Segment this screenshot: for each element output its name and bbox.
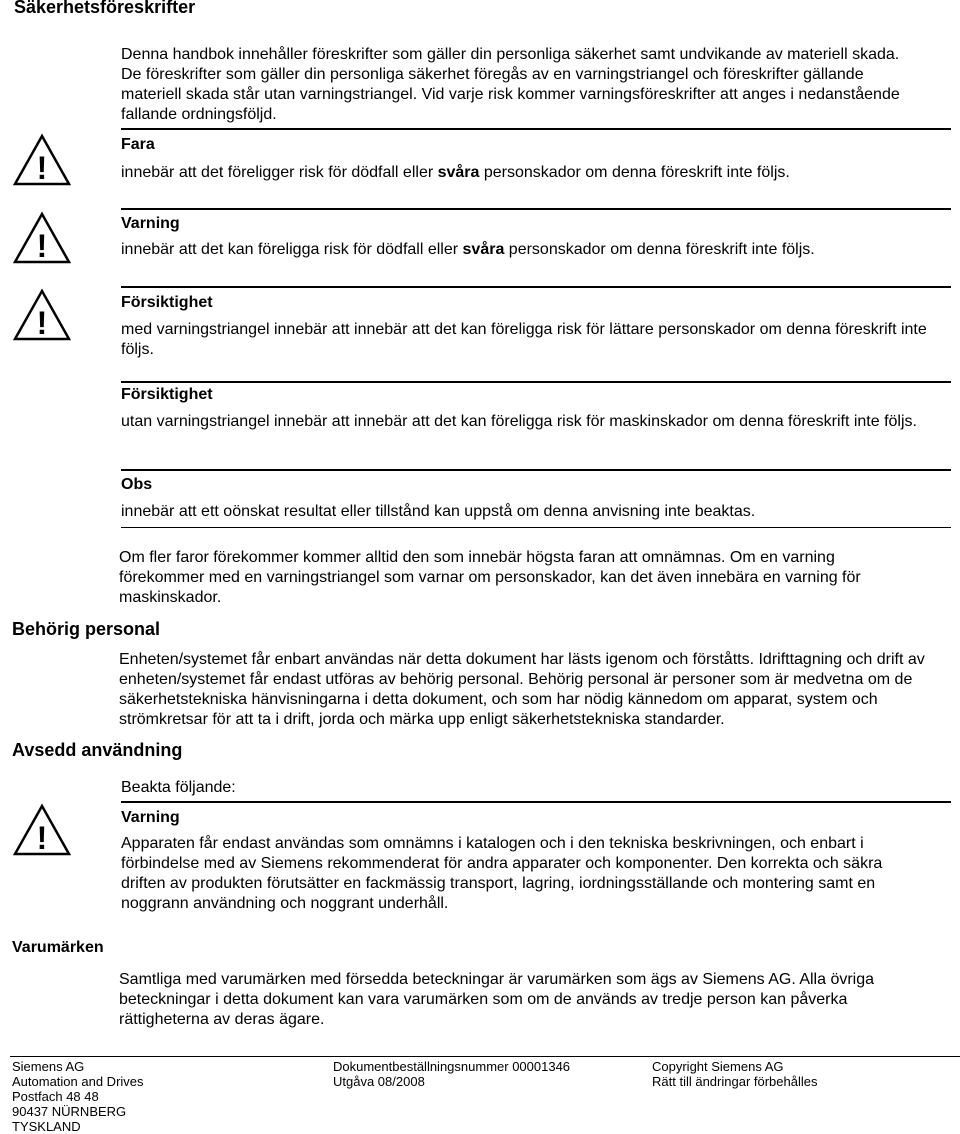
svg-text:!: ! (36, 820, 48, 856)
footer-address-line: Postfach 48 48 (12, 1089, 99, 1104)
divider (121, 801, 951, 803)
footer-copyright (652, 1059, 817, 1089)
fara-text (121, 163, 941, 183)
footer-address-line: Siemens AG (12, 1059, 85, 1074)
forsiktighet-plain-text: utan varningstriangel innebär att innebär att det kan föreligga risk för maskinskador om denna föreskrift inte följs. (121, 413, 917, 430)
personnel-text: Enheten/systemet får enbart användas när detta dokument har lästs igenom och förståtts. Idrifttagning och drift av enheten/systemet får endast utföras av behörig personal. Behörig personal är personer som är medvetna om de säkerhetstekniska hänvisningarna i detta dokument, och som har nödig kännedom om apparat, system och strömkretsar för att ta i drift, jorda och märka upp enligt säkerhetstekniska standarder. (119, 651, 925, 728)
page-title: Säkerhetsföreskrifter (14, 0, 196, 17)
warning-triangle-icon (12, 803, 72, 857)
svg-text:!: ! (36, 228, 48, 264)
varning-text-part: personskador om denna föreskrift inte följs. (504, 241, 815, 258)
trademarks-text: Samtliga med varumärken med försedda beteckningar är varumärken som ägs av Siemens AG. Alla övriga beteckningar i detta dokument kan vara varumärken som om de används av tredje person kan påverka rättigheterna av deras ägare. (119, 971, 875, 1028)
trademarks-heading: Varumärken (12, 939, 104, 956)
fara-heading: Fara (121, 136, 155, 153)
edition: Utgåva 08/2008 (333, 1074, 425, 1089)
varning-emphasis: svåra (462, 241, 505, 258)
varning-text (121, 240, 941, 260)
warning-triangle-icon (12, 211, 72, 265)
fara-text-part: innebär att det föreligger risk för dödfall eller (121, 164, 438, 181)
intended-use-warning-text: Apparaten får endast användas som omnämns i katalogen och i den tekniska beskrivningen, och enbart i förbindelse med av Siemens rekommenderat för andra apparater och komponenter. Den korrekta och säkra driften av produkten förutsätter en fackmässig transport, lagring, iordningsställande och montering samt en noggrann användning och noggrant underhåll. (121, 835, 883, 912)
intended-use-note: Beakta följande: (121, 779, 236, 796)
warning-triangle-icon (12, 288, 72, 342)
fara-emphasis: svåra (437, 164, 480, 181)
footer-address-line: Automation and Drives (12, 1074, 144, 1089)
divider (121, 128, 951, 130)
divider (121, 381, 951, 383)
intended-use-heading: Avsedd användning (12, 740, 183, 760)
copyright: Copyright Siemens AG (652, 1059, 784, 1074)
order-number: Dokumentbeställningsnummer 00001346 (333, 1059, 571, 1074)
divider (121, 208, 951, 210)
footer-document-info (333, 1059, 570, 1089)
footer-divider (10, 1056, 960, 1057)
personnel-heading: Behörig personal (12, 619, 161, 639)
forsiktighet-text: med varningstriangel innebär att innebär att det kan föreligga risk för lättare personskador om denna föreskrift inte följs. (121, 321, 927, 358)
rights: Rätt till ändringar förbehålles (652, 1074, 818, 1089)
fara-text-part: personskador om denna föreskrift inte följs. (479, 164, 790, 181)
svg-text:!: ! (36, 305, 48, 341)
forsiktighet-heading: Försiktighet (121, 294, 213, 311)
warning-triangle-icon (12, 133, 72, 187)
svg-text:!: ! (36, 150, 48, 186)
varning-text-part: innebär att det kan föreligga risk för dödfall eller (121, 241, 463, 258)
divider (121, 286, 951, 288)
obs-text: innebär att ett oönskat resultat eller tillstånd kan uppstå om denna anvisning inte beaktas. (121, 503, 756, 520)
divider (121, 527, 951, 528)
footer-address-line: 90437 NÜRNBERG (12, 1104, 127, 1119)
varning-heading: Varning (121, 215, 180, 232)
divider (121, 469, 951, 471)
forsiktighet-heading: Försiktighet (121, 386, 213, 403)
obs-heading: Obs (121, 476, 153, 493)
intro-paragraph: Denna handbok innehåller föreskrifter som gäller din personliga säkerhet samt undvikande av materiell skada. De föreskrifter som gäller din personliga säkerhet föregås av en varningstriangel och föreskrifter gällande materiell skada står utan varningstriangel. Vid varje risk kommer varningsföreskrifter att anges i nedanstående fallande ordningsföljd. (121, 46, 900, 123)
multiple-risks-paragraph: Om fler faror förekommer kommer alltid den som innebär högsta faran att omnämnas. Om en varning förekommer med en varningstriangel som varnar om personskador, kan det även innebära en varning för maskinskador. (119, 549, 861, 606)
footer-address-line: TYSKLAND (12, 1119, 81, 1134)
intended-use-warning-heading: Varning (121, 809, 180, 826)
footer-address (12, 1059, 144, 1134)
